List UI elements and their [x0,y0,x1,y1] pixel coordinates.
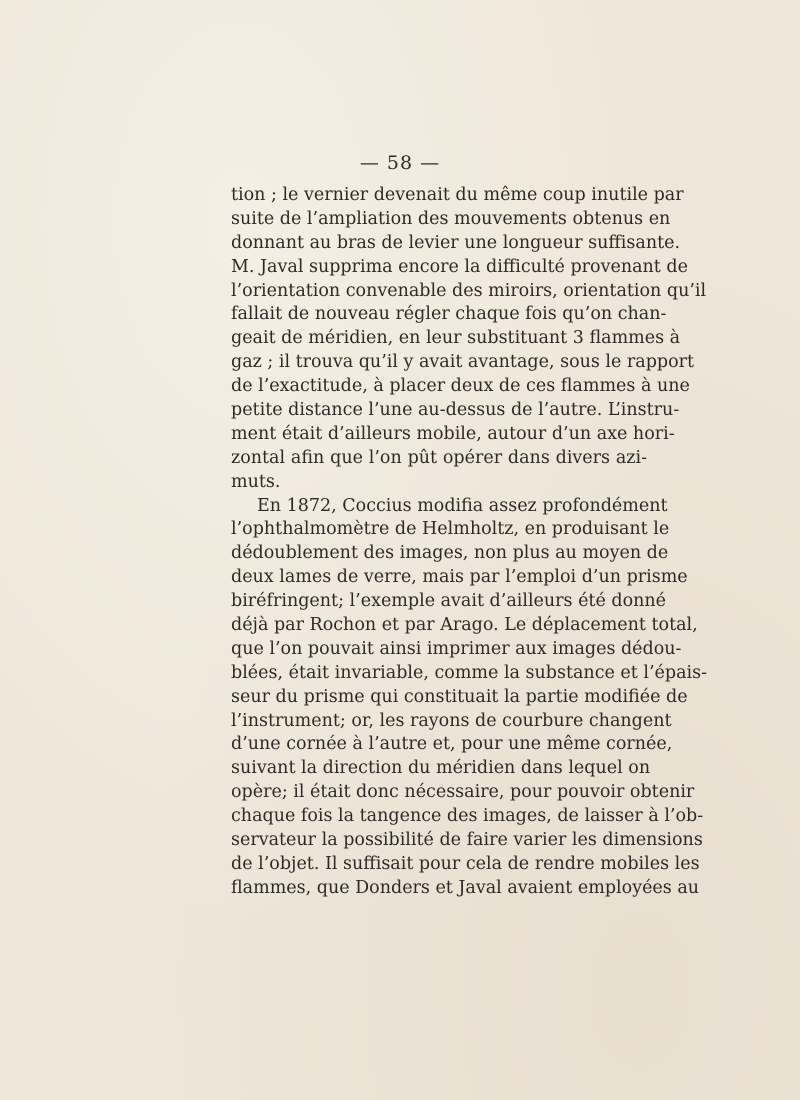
text-line: deux lames de verre, mais par l’emploi d’un prisme [231,567,688,588]
text-line: zontal afin que l’on pût opérer dans divers azi- [231,447,647,468]
text-line: suite de l’ampliation des mouvements obtenus en [231,208,671,229]
text-line: de l’objet. Il suffisait pour cela de rendre mobiles les [231,853,700,874]
text-line: servateur la possibilité de faire varier les dimensions [231,830,703,851]
text-line: M. Javal supprima encore la difficulté provenant de [231,256,688,277]
text-line: donnant au bras de levier une longueur suffisante. [231,232,681,253]
text-line: l’orientation convenable des miroirs, orientation qu’il [231,280,707,301]
paragraph-start-line: En 1872, Coccius modifia assez profondément [257,495,668,516]
text-line: seur du prisme qui constituait la partie modifiée de [231,686,688,707]
body-text [231,184,708,901]
text-line: que l’on pouvait ainsi imprimer aux images dédou- [231,638,682,659]
text-line: d’une cornée à l’autre et, pour une même cornée, [231,734,673,755]
text-line: fallait de nouveau régler chaque fois qu’on chan- [231,304,667,325]
text-line: gaz ; il trouva qu’il y avait avantage, sous le rapport [231,352,695,373]
text-line: suivant la direction du méridien dans lequel on [231,758,651,779]
text-line: chaque fois la tangence des images, de laisser à l’ob- [231,806,704,827]
text-line: muts. [231,471,281,492]
text-line: tion ; le vernier devenait du même coup inutile par [231,185,684,205]
text-line: petite distance l’une au-dessus de l’autre. L’instru- [231,400,680,421]
text-line: l’instrument; or, les rayons de courbure changent [231,710,672,731]
text-line: blées, était invariable, comme la substance et l’épais- [231,662,708,683]
text-line: flammes, que Donders et Javal avaient employées au [231,877,700,898]
text-line: l’ophthalmomètre de Helmholtz, en produisant le [231,519,670,540]
text-line: biréfringent; l’exemple avait d’ailleurs été donné [231,591,667,612]
page-number: — 58 — [359,152,441,174]
text-line: ment était d’ailleurs mobile, autour d’un axe hori- [231,423,675,444]
text-line: geait de méridien, en leur substituant 3 flammes à [231,328,681,349]
text-line: de l’exactitude, à placer deux de ces flammes à une [231,376,690,397]
text-line: opère; il était donc nécessaire, pour pouvoir obtenir [231,782,695,803]
text-line: dédoublement des images, non plus au moyen de [231,543,669,564]
text-line: déjà par Rochon et par Arago. Le déplacement total, [231,615,698,636]
